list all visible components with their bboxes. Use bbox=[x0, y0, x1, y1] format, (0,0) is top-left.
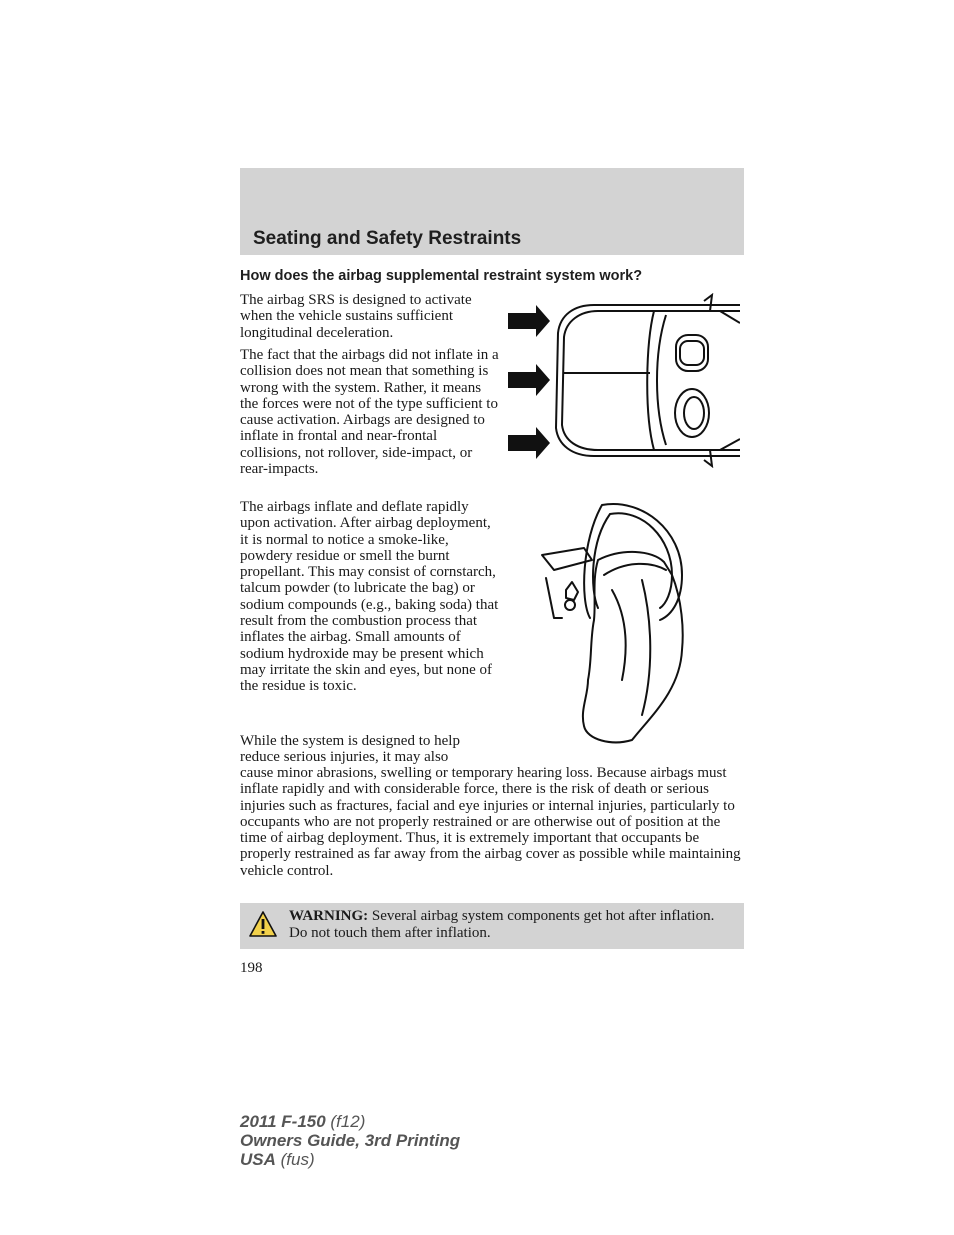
impact-arrow-bottom bbox=[508, 427, 550, 459]
warning-message: Several airbag system components get hot after inflation. Do not touch them after inflation. bbox=[289, 908, 715, 941]
paragraph-non-inflation: The fact that the airbags did not inflate in a collision does not mean that something is wrong with the system. Rather, it means the forces were not of the type sufficient to cause activation. Airbags are designed to inflate in frontal and near-frontal collisions, not rollover, side-impact, or rear-impacts. bbox=[240, 347, 499, 478]
paragraph-injuries-start: While the system is designed to help reduce serious injuries, it may also bbox=[240, 733, 460, 766]
steering-wheel-airbag-illustration bbox=[532, 500, 692, 745]
vehicle-outline bbox=[556, 295, 740, 466]
footer-model: 2011 F-150 bbox=[240, 1112, 326, 1131]
warning-label: WARNING: bbox=[289, 908, 369, 924]
warning-box bbox=[240, 903, 744, 949]
ignition-key bbox=[566, 582, 578, 600]
paragraph-residue: The airbags inflate and deflate rapidly upon activation. After airbag deployment, it is normal to notice a smoke-like, powdery residue or smell the burnt propellant. This may consist of cornstarch, talcum powder (to lubricate the bag) or sodium compounds (e.g., baking soda) that result from the combustion process that inflates the airbag. Small amounts of sodium hydroxide may be present which may irritate the skin and eyes, but none of the residue is toxic. bbox=[240, 499, 499, 695]
footer-line-model bbox=[240, 1112, 460, 1131]
footer-model-code: (f12) bbox=[325, 1112, 366, 1131]
section-title: Seating and Safety Restraints bbox=[253, 228, 522, 249]
frontal-impact-illustration bbox=[504, 293, 740, 468]
footer-region: USA bbox=[240, 1150, 276, 1169]
warning-triangle-icon bbox=[249, 911, 277, 937]
footer-guide: Owners Guide, 3rd Printing bbox=[240, 1131, 461, 1150]
page-number: 198 bbox=[240, 960, 263, 976]
footer bbox=[240, 1112, 460, 1169]
impact-arrow-top bbox=[508, 305, 550, 337]
impact-arrow-middle bbox=[508, 364, 550, 396]
footer-line-region bbox=[240, 1150, 460, 1169]
airbag bbox=[583, 552, 683, 742]
subheading: How does the airbag supplemental restraint system work? bbox=[240, 268, 643, 284]
paragraph-activation: The airbag SRS is designed to activate when the vehicle sustains sufficient longitudinal deceleration. bbox=[240, 292, 472, 341]
footer-region-code: (fus) bbox=[275, 1150, 315, 1169]
paragraph-injuries-rest: cause minor abrasions, swelling or temporary hearing loss. Because airbags must inflate rapidly and with considerable force, there is the risk of death or serious injuries such as fractures, facial and eye injuries or internal injuries, particularly to occupants who are not properly restrained or are otherwise out of position at the time of airbag deployment. Thus, it is extremely important that occupants be properly restrained as far away from the airbag cover as possible while maintaining vehicle control. bbox=[240, 765, 741, 879]
steering-wheel-rim bbox=[584, 504, 682, 620]
warning-text bbox=[289, 908, 729, 942]
